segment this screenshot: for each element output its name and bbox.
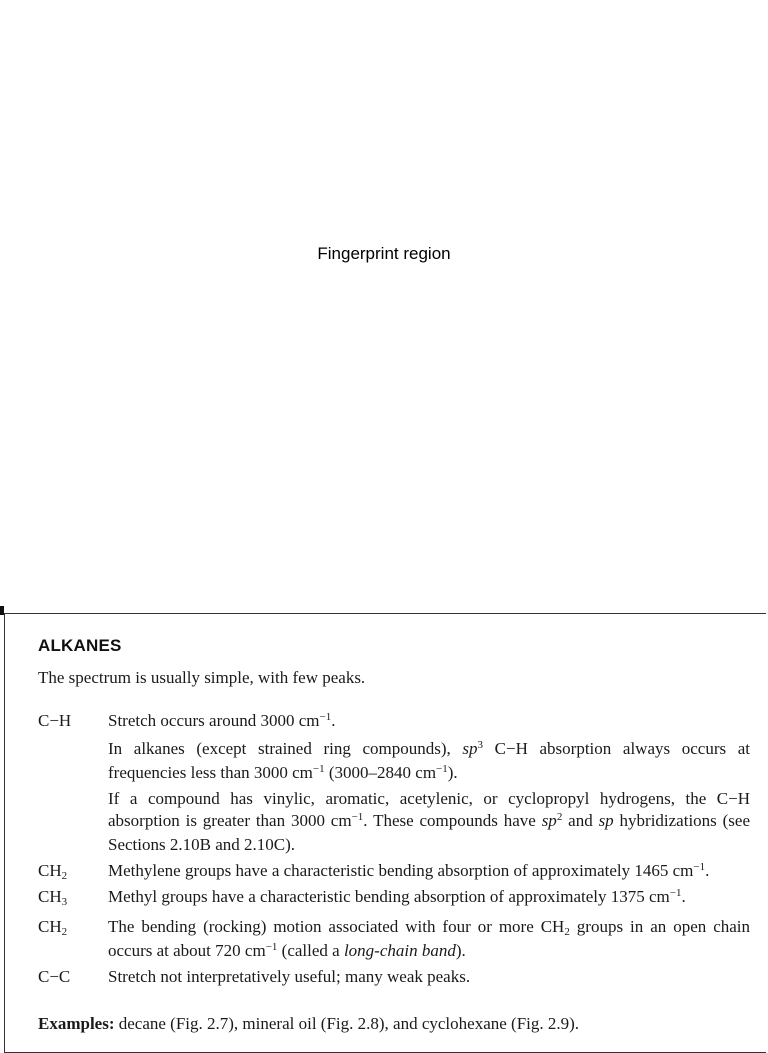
entry-paragraph: Stretch not interpretatively useful; many weak peaks. [108, 967, 471, 986]
entry-label: $CH_2$ [38, 917, 68, 938]
entry-text [108, 916, 750, 964]
entry-text [108, 860, 750, 884]
entry-paragraph: Methylene groups have a characteristic bending absorption of approximately 1465 $cm^{-1}$. [108, 861, 710, 880]
entry-paragraph: If a compound has vinylic, aromatic, acetylenic, or cyclopropyl hydrogens, the C−H absorption is greater than 3000 $cm^{-1}$. These compounds have $sp^2$ and sp hybridizations (see Sections 2.10B and 2.10C). [108, 789, 751, 854]
entry-label: $CH_2$ [38, 861, 68, 882]
examples-text: decane (Fig. 2.7), mineral oil (Fig. 2.8), and cyclohexane (Fig. 2.9). [118, 1014, 580, 1033]
entry-paragraph: Methyl groups have a characteristic bending absorption of approximately 1375 $cm^{-1}$. [108, 887, 686, 906]
fingerprint-region-label: Fingerprint region [317, 244, 451, 263]
entry-text [108, 788, 750, 856]
entry-paragraph: In alkanes (except strained ring compounds), $sp^3$ C−H absorption always occurs at frequencies less than 3000 $cm^{-1}$ (3000–2840 $cm^{-1}$). [108, 739, 750, 782]
entry-label: $CH_3$ [38, 887, 68, 908]
entry-paragraph: Stretch occurs around 3000 $cm^{-1}$. [108, 711, 336, 730]
entry-text [108, 738, 750, 786]
entry-paragraph: The bending (rocking) motion associated with four or more $CH_2$ groups in an open chain occurs at about 720 $cm^{-1}$ (called a long-chain band). [108, 917, 751, 960]
alkanes-info-box [4, 613, 766, 1053]
entry-label: C−C [38, 967, 71, 986]
entry-label: C−H [38, 711, 72, 730]
examples-label: Examples: [38, 1014, 115, 1033]
entry-text [108, 886, 750, 910]
intro-text: The spectrum is usually simple, with few peaks. [38, 668, 366, 687]
entry-text [108, 710, 750, 734]
examples-line [38, 1014, 579, 1034]
entry-text [108, 966, 750, 988]
section-heading: ALKANES [38, 636, 122, 655]
